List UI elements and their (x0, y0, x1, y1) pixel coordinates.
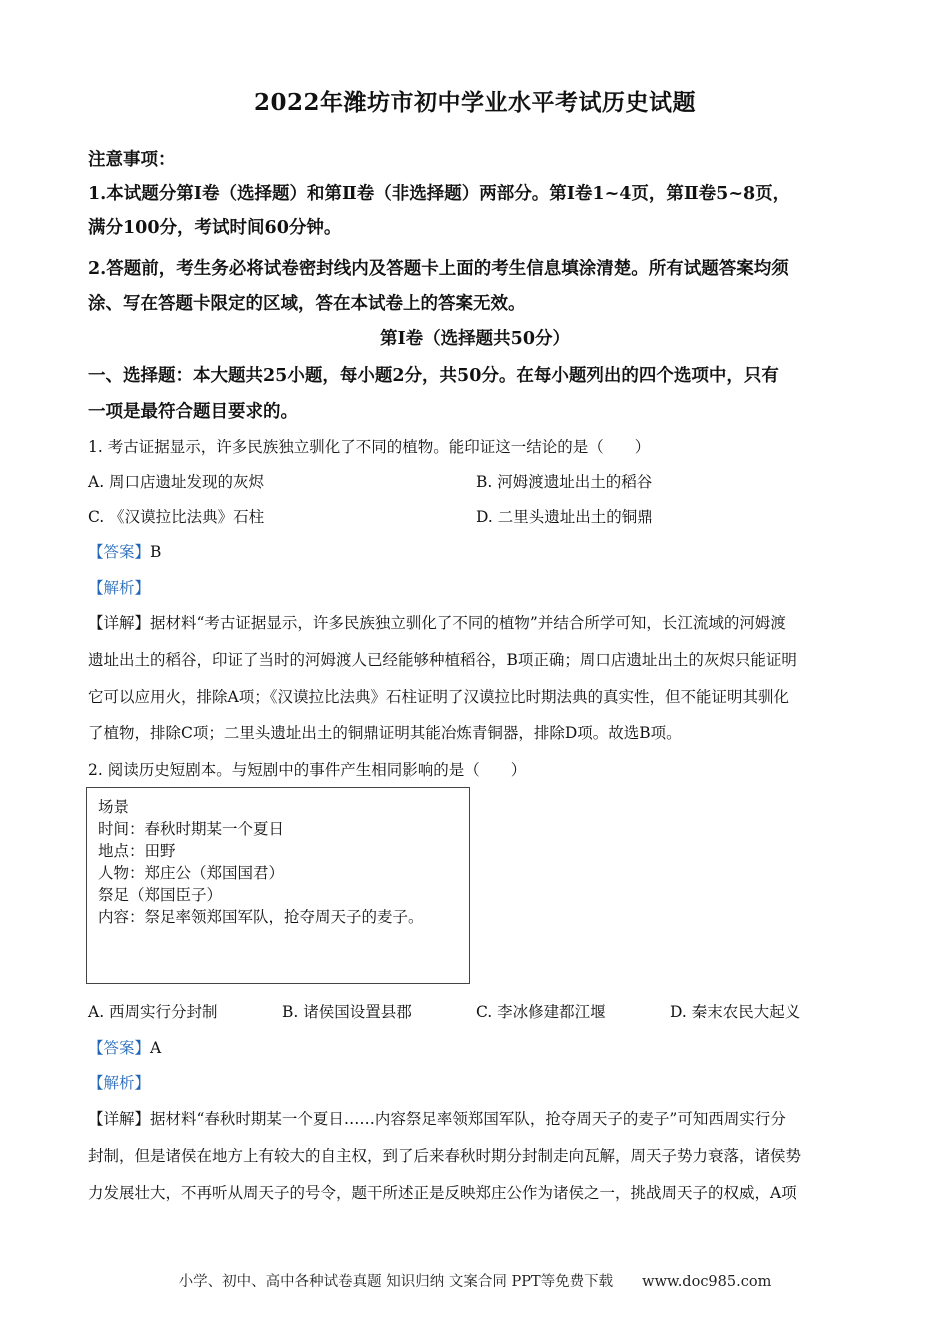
question-1-detail-line-3: 它可以应用火，排除A项；《汉谟拉比法典》石柱证明了汉谟拉比时期法典的真实性，但不能证明其驯化 (88, 688, 789, 706)
section-title: 第Ⅰ卷（选择题共50分） (379, 329, 571, 349)
question-1-analysis-label: 【解析】 (88, 579, 151, 597)
question-1-option-c: C. 《汉谟拉比法典》石柱 (88, 508, 265, 526)
answer-label: 【答案】 (88, 1039, 151, 1057)
question-2-detail-line-1: 【详解】据材料“春秋时期某一个夏日……内容祭足率领郑国军队，抢夺周天子的麦子”可知西周实行分 (88, 1110, 786, 1128)
question-1-option-d: D. 二里头遗址出土的铜鼎 (476, 508, 653, 526)
question-1-answer (88, 540, 858, 562)
notice-item-1-line-2: 满分100分，考试时间60分钟。 (88, 218, 342, 238)
question-1-detail-line-2: 遗址出土的稻谷，印证了当时的河姆渡人已经能够种植稻谷，B项正确；周口店遗址出土的灰烬只能证明 (88, 651, 797, 669)
answer-label: 【答案】 (88, 543, 151, 561)
question-1-detail-line-1: 【详解】据材料“考古证据显示，许多民族独立驯化了不同的植物”并结合所学可知，长江流域的河姆渡 (88, 614, 786, 632)
script-line-5: 祭足（郑国臣子） (98, 886, 223, 904)
part-heading-line-1: 一、选择题：本大题共25小题，每小题2分，共50分。在每小题列出的四个选项中，只有 (88, 366, 779, 386)
script-line-4: 人物：郑庄公（郑国国君） (98, 864, 285, 882)
question-1-option-b: B. 河姆渡遗址出土的稻谷 (476, 473, 653, 491)
script-line-3: 地点：田野 (98, 842, 176, 860)
page-title: 2022年潍坊市初中学业水平考试历史试题 (253, 89, 696, 116)
page-footer: 小学、初中、高中各种试卷真题 知识归纳 文案合同 PPT等免费下载 www.doc985.com (178, 1274, 772, 1290)
question-2-option-a: A. 西周实行分封制 (88, 1003, 218, 1021)
script-line-1: 场景 (98, 798, 130, 816)
notice-heading: 注意事项： (88, 150, 176, 170)
part-heading-line-2: 一项是最符合题目要求的。 (88, 402, 298, 422)
question-2-stem: 2. 阅读历史短剧本。与短剧中的事件产生相同影响的是（ ） (88, 761, 527, 779)
answer-value: A (150, 1039, 162, 1057)
question-1-option-a: A. 周口店遗址发现的灰烬 (88, 473, 265, 491)
question-2-option-c: C. 李冰修建都江堰 (476, 1003, 606, 1021)
script-line-2: 时间：春秋时期某一个夏日 (98, 820, 285, 838)
question-2-detail-line-2: 封制，但是诸侯在地方上有较大的自主权，到了后来春秋时期分封制走向瓦解，周天子势力衰落，诸侯势 (88, 1147, 802, 1165)
question-2-analysis-label: 【解析】 (88, 1074, 151, 1092)
script-line-6: 内容：祭足率领郑国军队，抢夺周天子的麦子。 (98, 908, 424, 926)
notice-item-1-line-1: 1.本试题分第Ⅰ卷（选择题）和第Ⅱ卷（非选择题）两部分。第Ⅰ卷1~4页，第Ⅱ卷5~8页， (88, 184, 791, 204)
question-2-option-d: D. 秦末农民大起义 (670, 1003, 801, 1021)
notice-item-2-line-1: 2.答题前，考生务必将试卷密封线内及答题卡上面的考生信息填涂清楚。所有试题答案均须 (88, 259, 789, 279)
notice-item-2-line-2: 涂、写在答题卡限定的区域，答在本试卷上的答案无效。 (88, 294, 526, 314)
question-2-detail-line-3: 力发展壮大，不再听从周天子的号令，题干所述正是反映郑庄公作为诸侯之一，挑战周天子的权威，A项 (88, 1184, 797, 1202)
answer-value: B (150, 543, 162, 561)
question-1-stem: 1. 考古证据显示，许多民族独立驯化了不同的植物。能印证这一结论的是（ ） (88, 438, 651, 456)
question-1-detail-line-4: 了植物，排除C项；二里头遗址出土的铜鼎证明其能冶炼青铜器，排除D项。故选B项。 (88, 724, 682, 742)
question-2-option-b: B. 诸侯国设置县郡 (282, 1003, 412, 1021)
question-2-answer (88, 1036, 858, 1058)
